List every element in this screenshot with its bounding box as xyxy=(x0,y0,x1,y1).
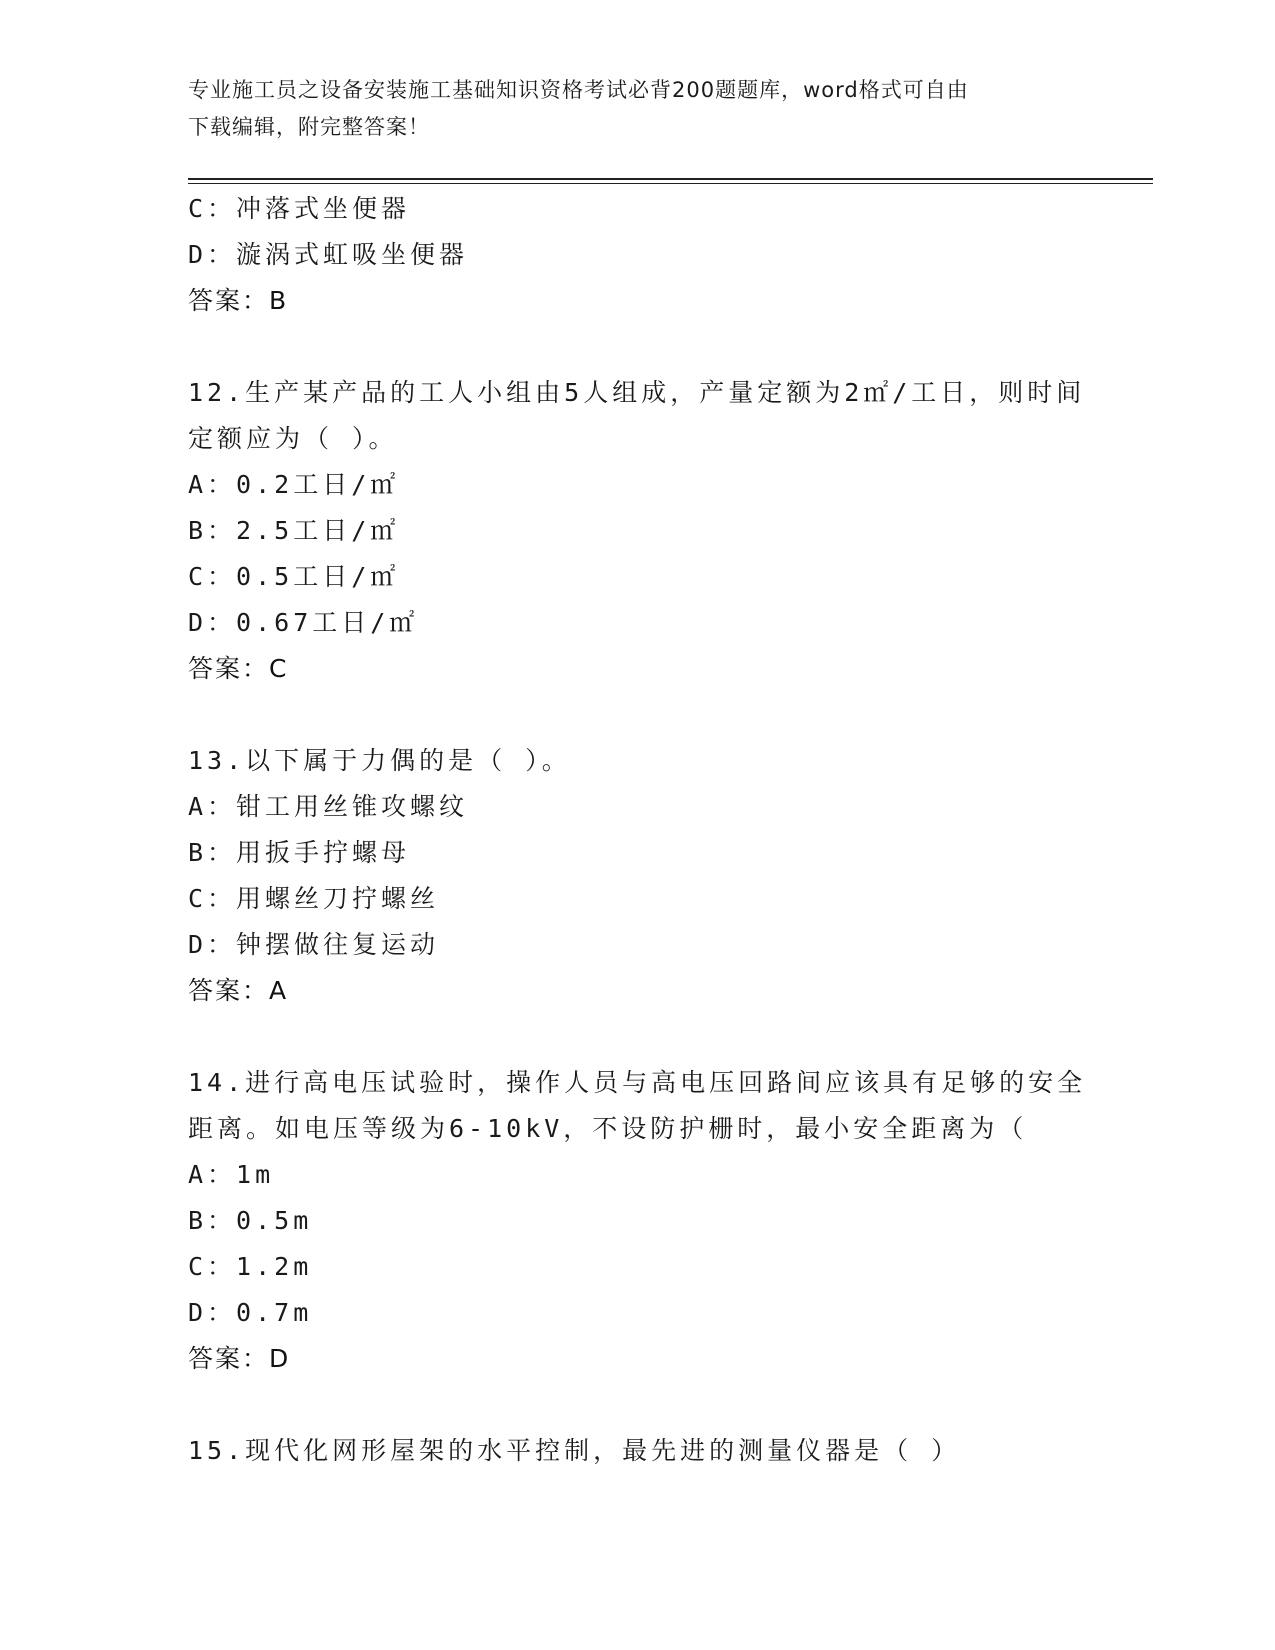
question-11 xyxy=(188,186,1153,324)
answer-line: 答案：C xyxy=(188,654,289,683)
question-12 xyxy=(188,370,1153,692)
answer-line: 答案：A xyxy=(188,976,289,1005)
option-d: D：0.67工日/㎡ xyxy=(188,608,419,637)
document-header xyxy=(188,72,1088,146)
option-c: C：0.5工日/㎡ xyxy=(188,562,400,591)
question-stem-line: 定额应为（ ）。 xyxy=(188,424,398,453)
option-c: C：用螺丝刀拧螺丝 xyxy=(188,884,440,913)
question-15 xyxy=(188,1428,1153,1474)
question-stem-line: 15.现代化网形屋架的水平控制，最先进的测量仪器是（ ） xyxy=(188,1436,961,1465)
option-d: D：钟摆做往复运动 xyxy=(188,930,440,959)
header-line-1: 专业施工员之设备安装施工基础知识资格考试必背200题题库，word格式可自由 xyxy=(188,78,969,102)
spacer xyxy=(188,1014,1153,1060)
question-stem-line: 12.生产某产品的工人小组由5人组成，产量定额为2㎡/工日，则时间 xyxy=(188,378,1086,407)
answer-line: 答案：D xyxy=(188,1344,291,1373)
question-list xyxy=(188,186,1153,1474)
option-c: C：冲落式坐便器 xyxy=(188,194,411,223)
header-line-2: 下载编辑，附完整答案！ xyxy=(188,115,430,139)
option-b: B：2.5工日/㎡ xyxy=(188,516,400,545)
option-a: A：1m xyxy=(188,1160,275,1189)
spacer xyxy=(188,324,1153,370)
option-b: B：用扳手拧螺母 xyxy=(188,838,411,867)
option-b: B：0.5m xyxy=(188,1206,313,1235)
option-a: A：0.2工日/㎡ xyxy=(188,470,400,499)
question-stem-line: 14.进行高电压试验时，操作人员与高电压回路间应该具有足够的安全 xyxy=(188,1068,1087,1097)
question-14 xyxy=(188,1060,1153,1382)
header-divider-thin xyxy=(188,183,1153,184)
answer-line: 答案：B xyxy=(188,286,289,315)
option-a: A：钳工用丝锥攻螺纹 xyxy=(188,792,469,821)
option-d: D：0.7m xyxy=(188,1298,313,1327)
spacer xyxy=(188,692,1153,738)
option-c: C：1.2m xyxy=(188,1252,313,1281)
option-d: D：漩涡式虹吸坐便器 xyxy=(188,240,469,269)
header-divider-thick xyxy=(188,178,1153,180)
question-13 xyxy=(188,738,1153,1014)
question-stem-line: 距离。如电压等级为6-10kV，不设防护栅时，最小安全距离为（ xyxy=(188,1114,1028,1143)
spacer xyxy=(188,1382,1153,1428)
question-stem-line: 13.以下属于力偶的是（ ）。 xyxy=(188,746,571,775)
